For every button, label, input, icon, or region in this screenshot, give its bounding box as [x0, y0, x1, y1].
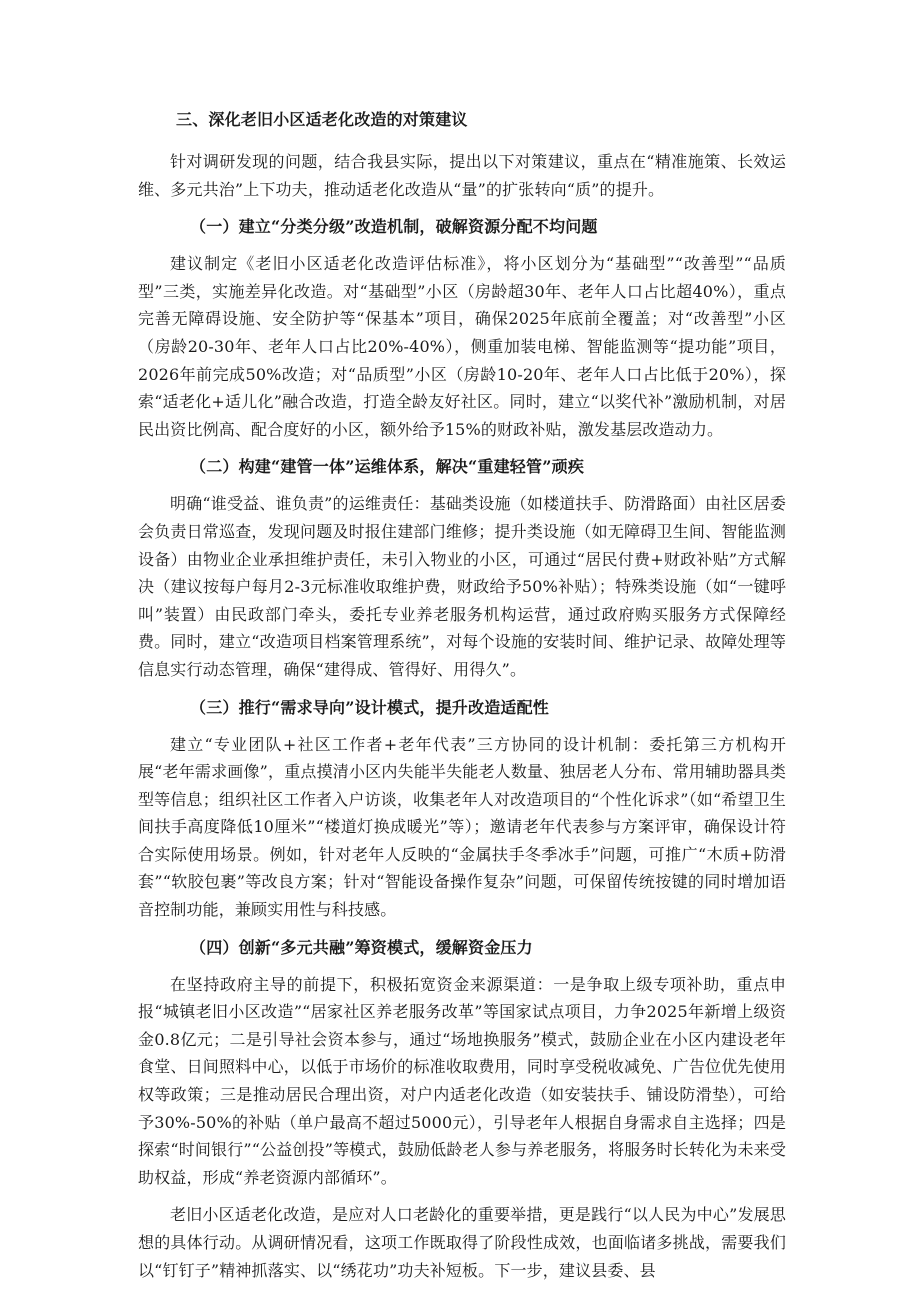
subsection-1-heading: （一）建立“分类分级”改造机制，破解资源分配不均问题 — [190, 217, 598, 237]
subsection-4-paragraph: 在坚持政府主导的前提下，积极拓宽资金来源渠道：一是争取上级专项补助，重点申报“城镇老旧小区改造”“居家社区养老服务改革”等国家试点项目，力争2025年新增上级资金0.8亿元；二是引导社会资本参与，通过“场地换服务”模式，鼓励企业在小区内建设老年食堂、日间照料中心，以低于市场价的标准收取费用，同时享受税收减免、广告位优先使用权等政策；三是推动居民合理出资，对户内适老化改造（如安装扶手、铺设防滑垫），可给予30%-50%的补贴（单户最高不超过5000元），引导老年人根据自身需求自主选择；四是探索“时间银行”“公益创投”等模式，鼓励低龄老人参与养老服务，将服务时长转化为未来受助权益，形成“养老资源内部循环”。 — [138, 974, 786, 1187]
subsection-3-paragraph: 建立“专业团队+社区工作者+老年代表”三方协同的设计机制：委托第三方机构开展“老年需求画像”，重点摸清小区内失能半失能老人数量、独居老人分布、常用辅助器具类型等信息；组织社区工作者入户访谈，收集老年人对改造项目的“个性化诉求”（如“希望卫生间扶手高度降低10厘米”“楼道灯换成暖光”等）；邀请老年代表参与方案评审，确保设计符合实际使用场景。例如，针对老年人反映的“金属扶手冬季冰手”问题，可推广“木质+防滑套”“软胶包裹”等改良方案；针对“智能设备操作复杂”问题，可保留传统按键的同时增加语音控制功能，兼顾实用性与科技感。 — [138, 734, 786, 920]
subsection-1-paragraph: 建议制定《老旧小区适老化改造评估标准》，将小区划分为“基础型”“改善型”“品质型”三类，实施差异化改造。对“基础型”小区（房龄超30年、老年人口占比超40%），重点完善无障碍设施、安全防护等“保基本”项目，确保2025年底前全覆盖；对“改善型”小区（房龄20-30年、老年人口占比20%-40%），侧重加装电梯、智能监测等“提功能”项目，2026年前完成50%改造；对“品质型”小区（房龄10-20年、老年人口占比低于20%），探索“适老化+适儿化”融合改造，打造全龄友好社区。同时，建立“以奖代补”激励机制，对居民出资比例高、配合度好的小区，额外给予15%的财政补贴，激发基层改造动力。 — [138, 254, 786, 439]
subsection-3-heading: （三）推行“需求导向”设计模式，提升改造适配性 — [190, 697, 550, 717]
section-title: 三、深化老旧小区适老化改造的对策建议 — [176, 110, 468, 129]
intro-paragraph: 针对调研发现的问题，结合我县实际，提出以下对策建议，重点在“精准施策、长效运维、多元共治”上下功夫，推动适老化改造从“量”的扩张转向“质”的提升。 — [138, 152, 786, 199]
subsection-4-heading: （四）创新“多元共融”筹资模式，缓解资金压力 — [190, 937, 533, 957]
subsection-2-heading: （二）构建“建管一体”运维体系，解决“重建轻管”顽疾 — [190, 457, 585, 477]
conclusion-paragraph: 老旧小区适老化改造，是应对人口老龄化的重要举措，更是践行“以人民为中心”发展思想的具体行动。从调研情况看，这项工作既取得了阶段性成效，也面临诸多挑战，需要我们以“钉钉子”精神抓落实、以“绣花功”功夫补短板。下一步，建议县委、县 — [138, 1205, 786, 1280]
document-body — [138, 106, 786, 1294]
subsection-2-paragraph: 明确“谁受益、谁负责”的运维责任：基础类设施（如楼道扶手、防滑路面）由社区居委会负责日常巡查，发现问题及时报住建部门维修；提升类设施（如无障碍卫生间、智能监测设备）由物业企业承担维护责任，未引入物业的小区，可通过“居民付费+财政补贴”方式解决（建议按每户每月2-3元标准收取维护费，财政给予50%补贴）；特殊类设施（如“一键呼叫”装置）由民政部门牵头，委托专业养老服务机构运营，通过政府购买服务方式保障经费。同时，建立“改造项目档案管理系统”，对每个设施的安装时间、维护记录、故障处理等信息实行动态管理，确保“建得成、管得好、用得久”。 — [138, 494, 786, 679]
